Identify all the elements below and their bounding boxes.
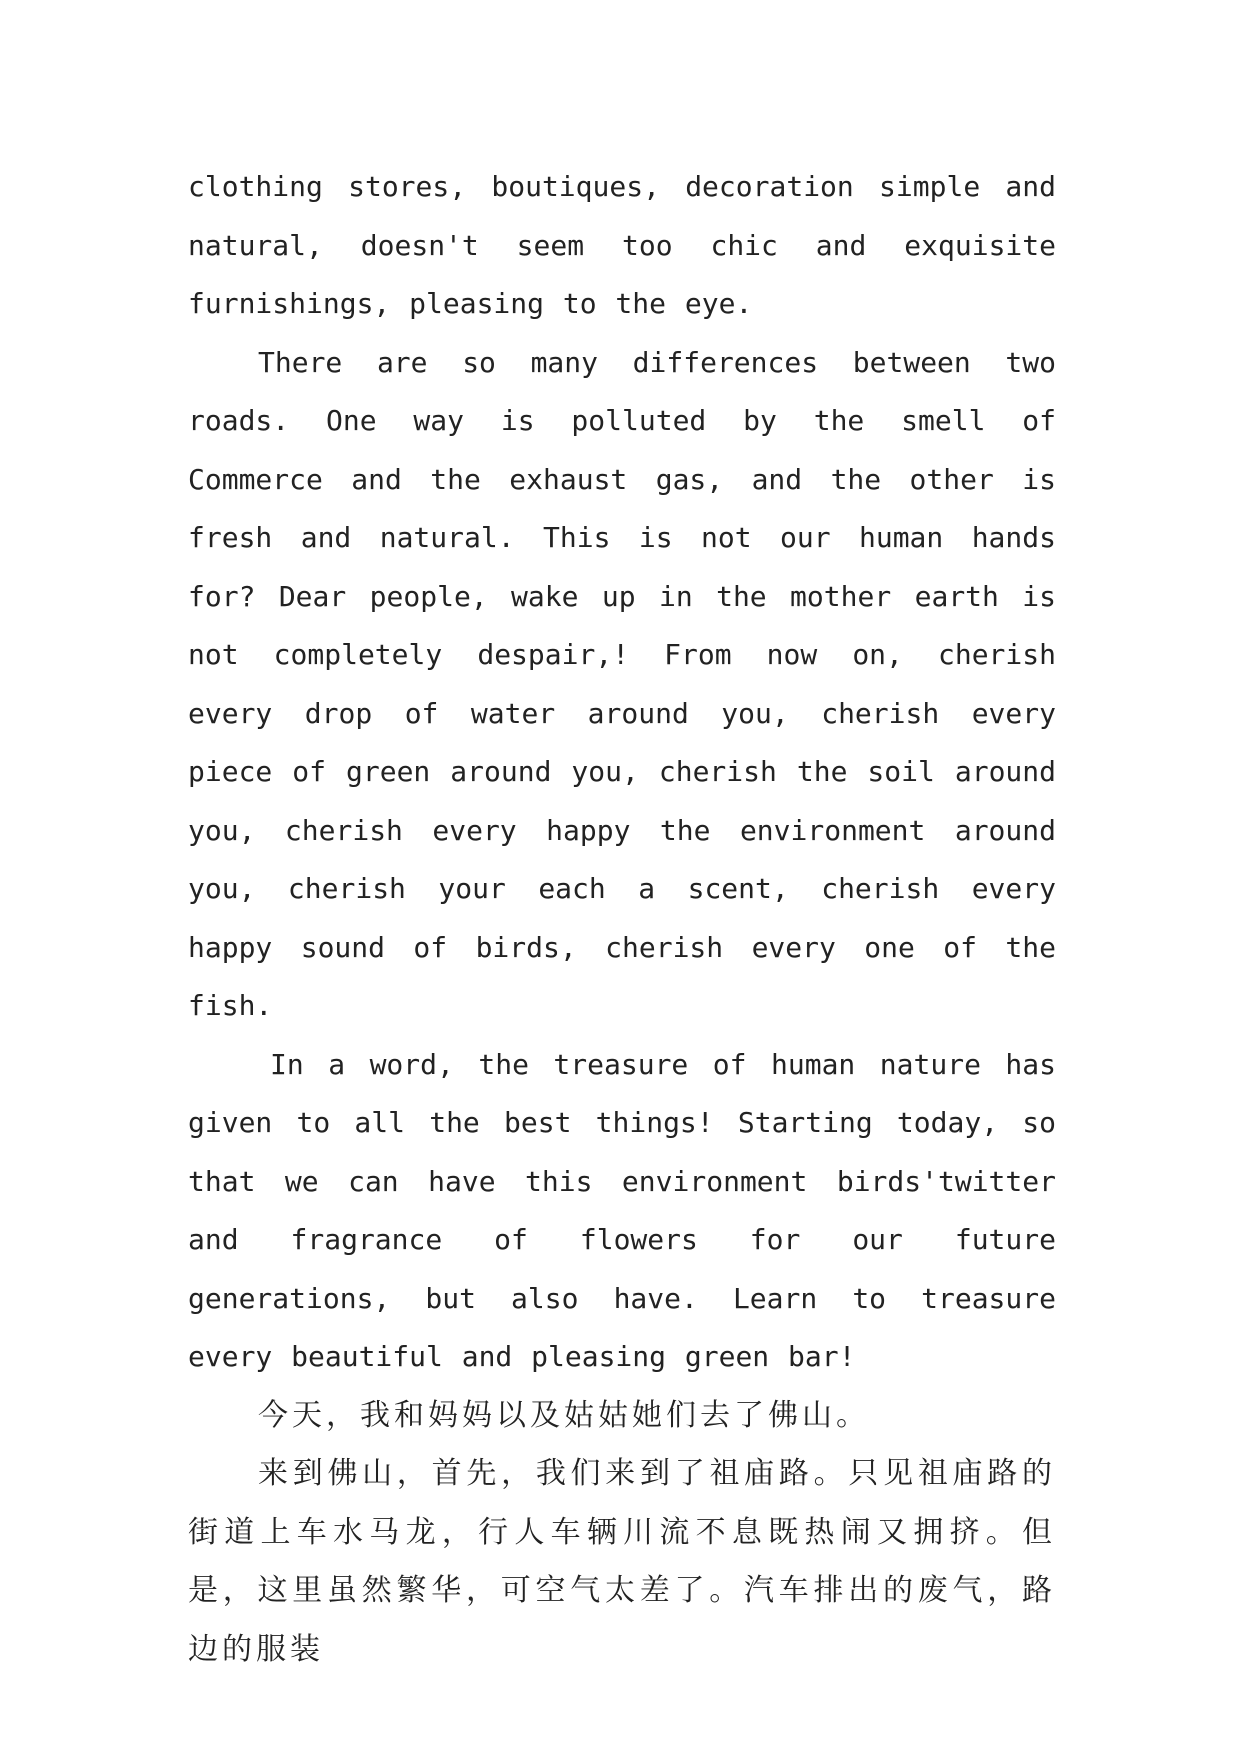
paragraph-4: 今天，我和妈妈以及姑姑她们去了佛山。	[258, 1397, 870, 1433]
paragraph-5: 来到佛山，首先，我们来到了祖庙路。只见祖庙路的街道上车水马龙，行人车辆川流不息既热闹又拥挤。但是，这里虽然繁华，可空气太差了。汽车排出的废气，路边的服装	[188, 1456, 1056, 1667]
paragraph-2: There are so many differences between two roads. One way is polluted by the smell of Commerce and the exhaust gas, and the other is fresh and natural. This is not our human hands for? Dear people, wake up in the mother earth is not completely despair,! From now on, cherish every drop of water around you, cherish every piece of green around you, cherish the soil around you, cherish every happy the environment around you, cherish your each a scent, cherish every happy sound of birds, cherish every one of the fish.	[188, 345, 1056, 1022]
paragraph-3: In a word, the treasure of human nature has given to all the best things! Starting today, so that we can have this environment birds'twitter and fragrance of flowers for our future generations, but also have. Learn to treasure every beautiful and pleasing green bar!	[188, 1047, 1056, 1373]
paragraph-1: clothing stores, boutiques, decoration simple and natural, doesn't seem too chic and exquisite furnishings, pleasing to the eye.	[188, 170, 1056, 320]
body-text	[188, 158, 1056, 1679]
